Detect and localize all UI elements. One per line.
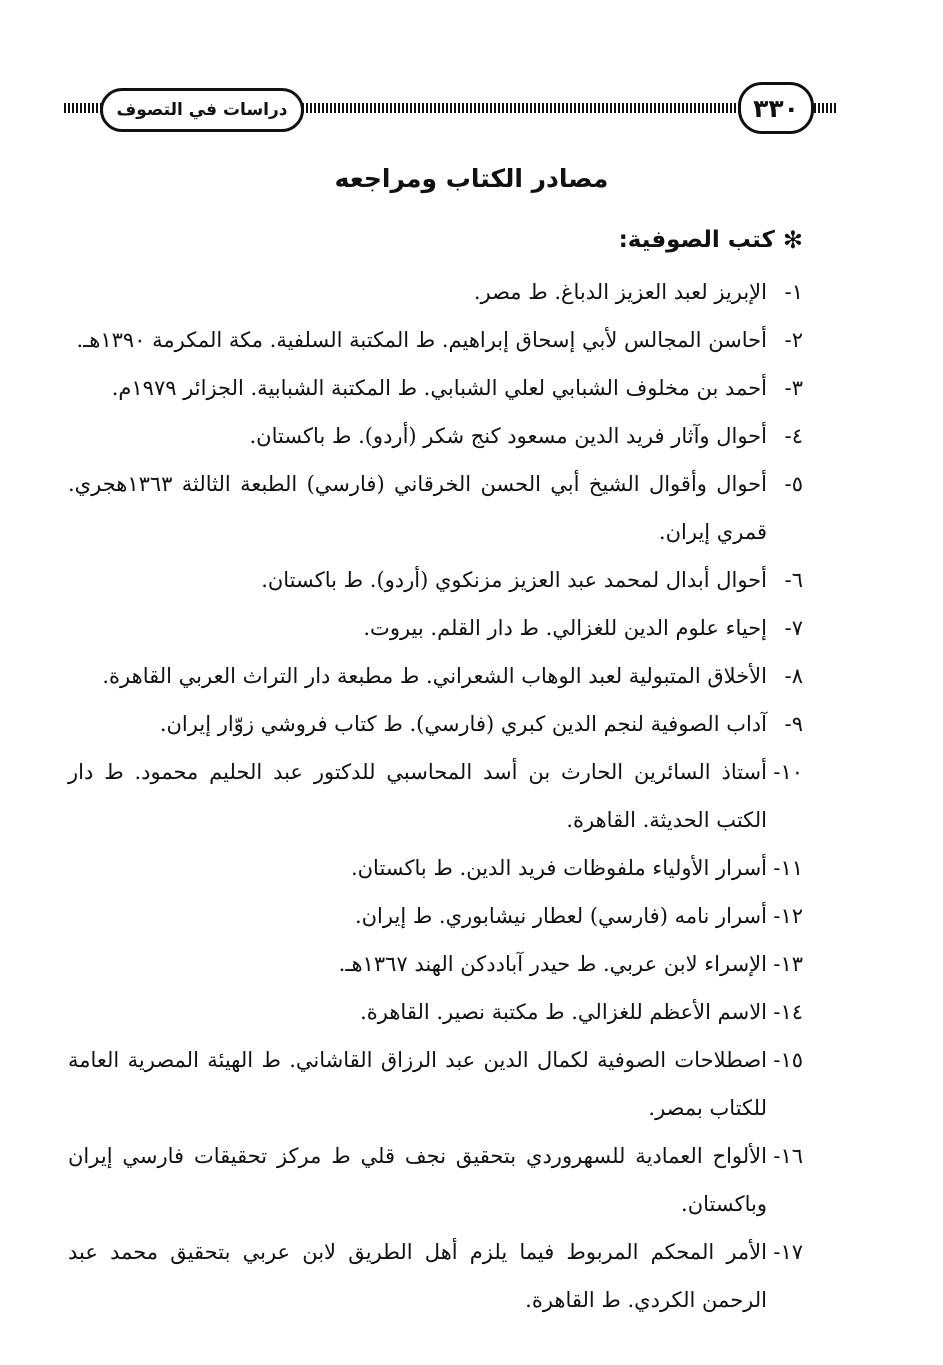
entry-number: ٢-	[784, 328, 803, 352]
list-item	[68, 1036, 803, 1132]
entry-text: أسرار الأولياء ملفوظات فريد الدين. ط باكستان.	[350, 856, 767, 880]
list-item	[68, 940, 803, 988]
running-title: دراسات في التصوف	[100, 88, 304, 132]
header-ornament-rule-middle	[298, 103, 746, 113]
entry-text: الألواح العمادية للسهروردي بتحقيق نجف قلي ط مركز تحقيقات فارسي إيران وباكستان.	[68, 1144, 767, 1216]
list-item	[68, 268, 803, 316]
entry-number: ١٧-	[773, 1240, 803, 1264]
entry-text: أحوال وآثار فريد الدين مسعود كنج شكر (أردو). ط باكستان.	[249, 424, 767, 448]
entry-text: أستاذ السائرين الحارث بن أسد المحاسبي للدكتور عبد الحليم محمود. ط دار الكتب الحديثة. القاهرة.	[68, 760, 767, 832]
list-item	[68, 364, 803, 412]
list-item	[68, 892, 803, 940]
entry-number: ١٠-	[773, 760, 803, 784]
list-item	[68, 700, 803, 748]
entry-text: أسرار نامه (فارسي) لعطار نيشابوري. ط إيران.	[354, 904, 767, 928]
list-item	[68, 988, 803, 1036]
list-item	[68, 604, 803, 652]
entry-number: ١٦-	[773, 1144, 803, 1168]
entry-number: ١٣-	[773, 952, 803, 976]
entry-number: ١-	[784, 280, 803, 304]
entry-text: أحوال أبدال لمحمد عبد العزيز مزنكوي (أردو). ط باكستان.	[261, 568, 767, 592]
entry-text: أحاسن المجالس لأبي إسحاق إبراهيم. ط المكتبة السلفية. مكة المكرمة ١٣٩٠هـ.	[76, 328, 767, 352]
page-heading: مصادر الكتاب ومراجعه	[334, 164, 609, 193]
list-item	[68, 460, 803, 556]
reference-list	[68, 268, 803, 1324]
list-item	[68, 1228, 803, 1324]
entry-number: ٥-	[784, 472, 803, 496]
page-number: ٣٣٠	[738, 82, 814, 134]
entry-number: ٩-	[784, 712, 803, 736]
section-title-text: كتب الصوفية:	[618, 227, 775, 253]
entry-text: الإسراء لابن عربي. ط حيدر آباددكن الهند ١٣٦٧هـ.	[338, 952, 767, 976]
entry-text: الاسم الأعظم للغزالي. ط مكتبة نصير. القاهرة.	[360, 1000, 767, 1024]
list-item	[68, 748, 803, 844]
list-item	[68, 316, 803, 364]
list-item	[68, 412, 803, 460]
entry-number: ١٢-	[773, 904, 803, 928]
entry-number: ١٥-	[773, 1048, 803, 1072]
entry-text: الأمر المحكم المربوط فيما يلزم أهل الطريق لابن عربي بتحقيق محمد عبد الرحمن الكردي. ط القاهرة.	[68, 1240, 767, 1312]
entry-number: ٤-	[784, 424, 803, 448]
asterisk-icon: ✻	[782, 226, 803, 254]
entry-text: الإبريز لعبد العزيز الدباغ. ط مصر.	[473, 280, 767, 304]
entry-number: ١٤-	[773, 1000, 803, 1024]
entry-number: ٦-	[784, 568, 803, 592]
list-item	[68, 844, 803, 892]
entry-text: أحوال وأقوال الشيخ أبي الحسن الخرقاني (فارسي) الطبعة الثالثة ١٣٦٣هجري. قمري إيران.	[68, 472, 767, 544]
entry-text: اصطلاحات الصوفية لكمال الدين عبد الرزاق القاشاني. ط الهيئة المصرية العامة للكتاب بمصر.	[68, 1048, 767, 1120]
entry-text: الأخلاق المتبولية لعبد الوهاب الشعراني. ط مطبعة دار التراث العربي القاهرة.	[102, 664, 767, 688]
entry-number: ١١-	[773, 856, 803, 880]
entry-text: آداب الصوفية لنجم الدين كبري (فارسي). ط كتاب فروشي زوّار إيران.	[159, 712, 767, 736]
entry-number: ٣-	[784, 376, 803, 400]
entry-text: أحمد بن مخلوف الشبابي لعلي الشبابي. ط المكتبة الشبابية. الجزائر ١٩٧٩م.	[111, 376, 767, 400]
entry-text: إحياء علوم الدين للغزالي. ط دار القلم. بيروت.	[363, 616, 767, 640]
section-title	[619, 226, 803, 254]
entry-number: ٧-	[784, 616, 803, 640]
page-header	[58, 82, 836, 134]
list-item	[68, 1132, 803, 1228]
list-item	[68, 652, 803, 700]
list-item	[68, 556, 803, 604]
entry-number: ٨-	[784, 664, 803, 688]
